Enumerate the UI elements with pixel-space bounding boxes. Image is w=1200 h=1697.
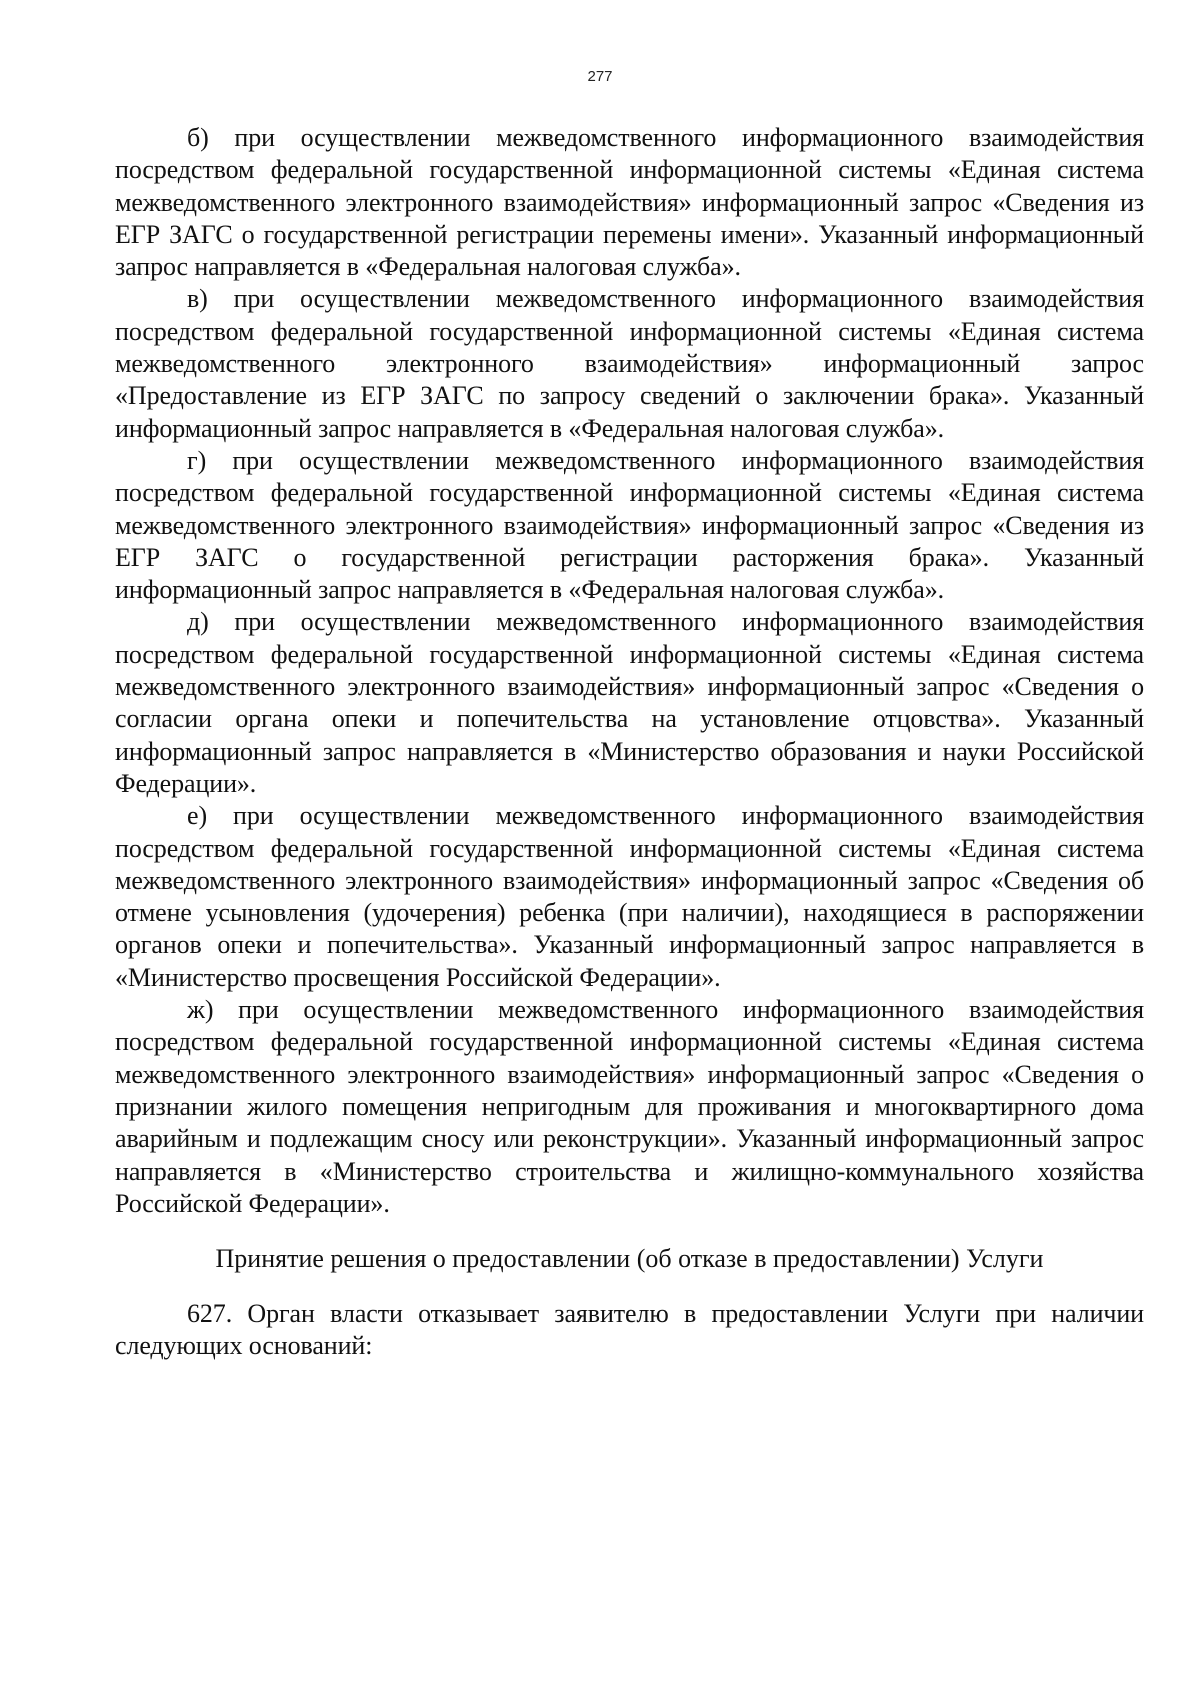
document-body <box>115 122 1144 1363</box>
paragraph-d: д) при осуществлении межведомственного информационного взаимодействия посредством федеральной государственной информационной системы «Единая система межведомственного электронного взаимодействия» информационный запрос «Сведения о согласии органа опеки и попечительства на установление отцовства». Указанный информационный запрос направляется в «Министерство образования и науки Российской Федерации». <box>115 607 1144 798</box>
paragraph-b: б) при осуществлении межведомственного информационного взаимодействия посредством федеральной государственной информационной системы «Единая система межведомственного электронного взаимодействия» информационный запрос «Сведения из ЕГР ЗАГС о государственной регистрации перемены имени». Указанный информационный запрос направляется в «Федеральная налоговая служба». <box>115 123 1144 282</box>
page-number: 277 <box>587 68 613 85</box>
clause-627: 627. Орган власти отказывает заявителю в предоставлении Услуги при наличии следующих оснований: <box>115 1299 1144 1361</box>
paragraph-v: в) при осуществлении межведомственного информационного взаимодействия посредством федеральной государственной информационной системы «Единая система межведомственного электронного взаимодействия» информационный запрос «Предоставление из ЕГР ЗАГС по запросу сведений о заключении брака». Указанный информационный запрос направляется в «Федеральная налоговая служба». <box>115 284 1144 443</box>
paragraph-zh: ж) при осуществлении межведомственного информационного взаимодействия посредством федеральной государственной информационной системы «Единая система межведомственного электронного взаимодействия» информационный запрос «Сведения о признании жилого помещения непригодным для проживания и многоквартирного дома аварийным и подлежащим сносу или реконструкции». Указанный информационный запрос направляется в «Министерство строительства и жилищно-коммунального хозяйства Российской Федерации». <box>115 995 1144 1218</box>
section-heading: Принятие решения о предоставлении (об отказе в предоставлении) Услуги <box>215 1244 1044 1274</box>
paragraph-e: е) при осуществлении межведомственного информационного взаимодействия посредством федеральной государственной информационной системы «Единая система межведомственного электронного взаимодействия» информационный запрос «Сведения об отмене усыновления (удочерения) ребенка (при наличии), находящиеся в распоряжении органов опеки и попечительства». Указанный информационный запрос направляется в «Министерство просвещения Российской Федерации». <box>115 801 1144 992</box>
paragraph-g: г) при осуществлении межведомственного информационного взаимодействия посредством федеральной государственной информационной системы «Единая система межведомственного электронного взаимодействия» информационный запрос «Сведения из ЕГР ЗАГС о государственной регистрации расторжения брака». Указанный информационный запрос направляется в «Федеральная налоговая служба». <box>115 445 1144 605</box>
